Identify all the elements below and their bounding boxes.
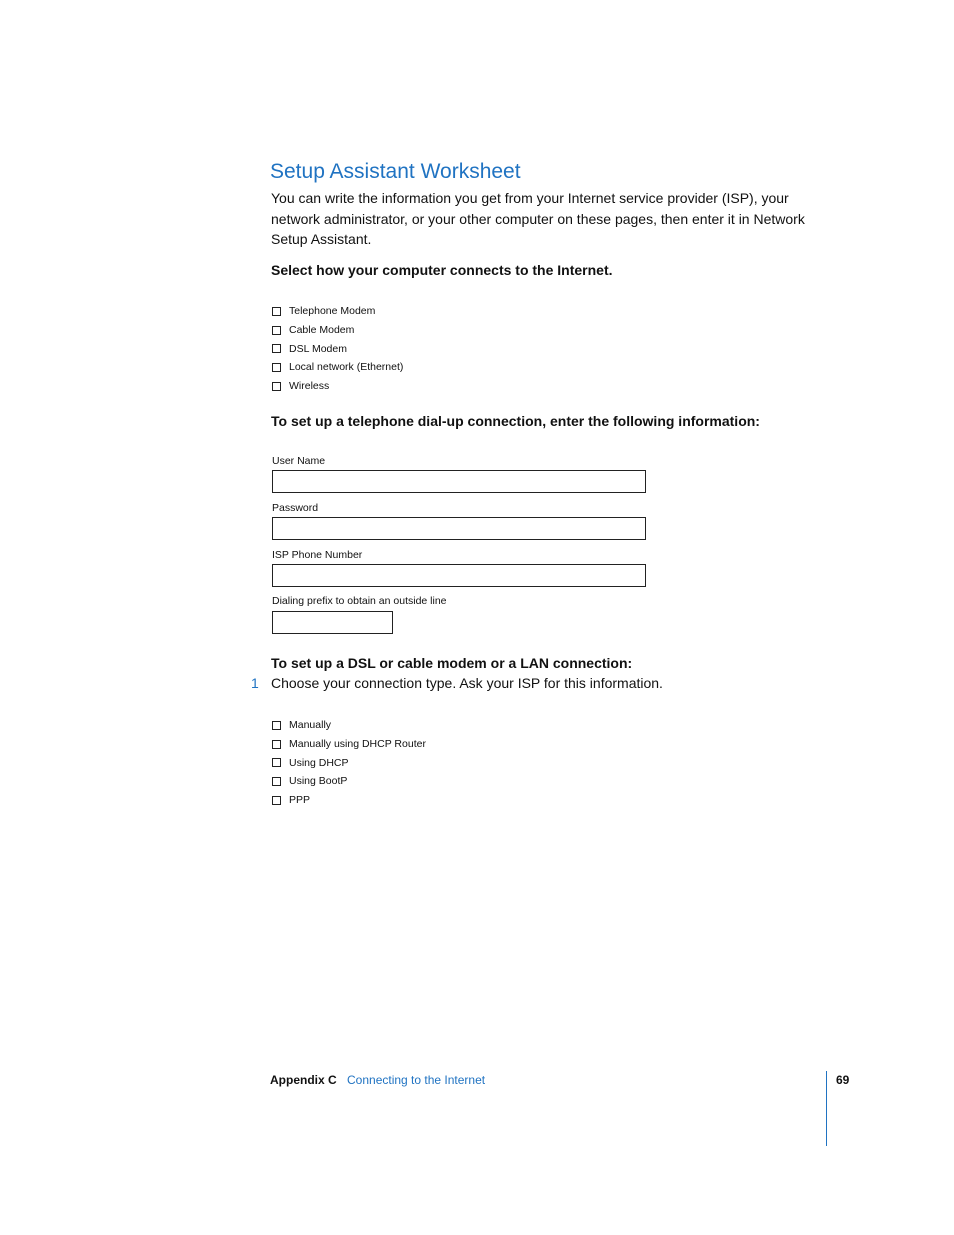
page-number: 69 [836, 1073, 850, 1087]
user-name-label: User Name [272, 455, 326, 467]
config-option-using-dhcp[interactable] [272, 753, 426, 772]
option-label: Manually [289, 719, 332, 732]
connection-option-telephone-modem[interactable] [272, 302, 403, 321]
option-label: Wireless [289, 380, 330, 393]
page-title: Setup Assistant Worksheet [270, 160, 521, 183]
option-label: Manually using DHCP Router [289, 738, 426, 751]
option-label: Local network (Ethernet) [289, 361, 404, 374]
checkbox-icon[interactable] [272, 777, 281, 786]
connection-option-dsl-modem[interactable] [272, 339, 403, 358]
config-option-manually-dhcp-router[interactable] [272, 735, 426, 754]
dialing-prefix-field[interactable] [272, 611, 393, 634]
checkbox-icon[interactable] [272, 307, 281, 316]
connection-heading: Select how your computer connects to the Internet. [271, 262, 613, 278]
footer-divider [826, 1071, 827, 1146]
option-label: Telephone Modem [289, 305, 376, 318]
checkbox-icon[interactable] [272, 326, 281, 335]
step-number: 1 [251, 675, 259, 691]
configuration-options-list [272, 716, 426, 809]
intro-paragraph: You can write the information you get from your Internet service provider (ISP), your network administrator, or your other computer on these pages, then enter it in Network Setup Assistant. [271, 190, 805, 247]
checkbox-icon[interactable] [272, 382, 281, 391]
checkbox-icon[interactable] [272, 344, 281, 353]
footer-chapter-link[interactable]: Connecting to the Internet [347, 1073, 486, 1087]
config-option-manually[interactable] [272, 716, 426, 735]
connection-option-local-network[interactable] [272, 358, 403, 377]
checkbox-icon[interactable] [272, 740, 281, 749]
option-label: DSL Modem [289, 342, 347, 355]
connection-option-cable-modem[interactable] [272, 321, 403, 340]
option-label: Using DHCP [289, 756, 349, 769]
isp-phone-field[interactable] [272, 564, 646, 587]
checkbox-icon[interactable] [272, 363, 281, 372]
checkbox-icon[interactable] [272, 721, 281, 730]
option-label: PPP [289, 794, 311, 807]
dsl-heading: To set up a DSL or cable modem or a LAN connection: [271, 655, 633, 671]
footer-section-label: Appendix C [270, 1073, 337, 1087]
isp-phone-label: ISP Phone Number [272, 549, 363, 561]
dialup-heading: To set up a telephone dial-up connection, enter the following information: [271, 413, 760, 429]
checkbox-icon[interactable] [272, 758, 281, 767]
option-label: Cable Modem [289, 324, 355, 337]
connection-options-list [272, 302, 403, 395]
dialing-prefix-label: Dialing prefix to obtain an outside line [272, 595, 447, 607]
user-name-field[interactable] [272, 470, 646, 493]
config-option-using-bootp[interactable] [272, 772, 426, 791]
checkbox-icon[interactable] [272, 796, 281, 805]
connection-option-wireless[interactable] [272, 377, 403, 396]
password-label: Password [272, 502, 319, 514]
step-text: Choose your connection type. Ask your ISP for this information. [271, 675, 663, 691]
config-option-ppp[interactable] [272, 791, 426, 810]
option-label: Using BootP [289, 775, 348, 788]
password-field[interactable] [272, 517, 646, 540]
